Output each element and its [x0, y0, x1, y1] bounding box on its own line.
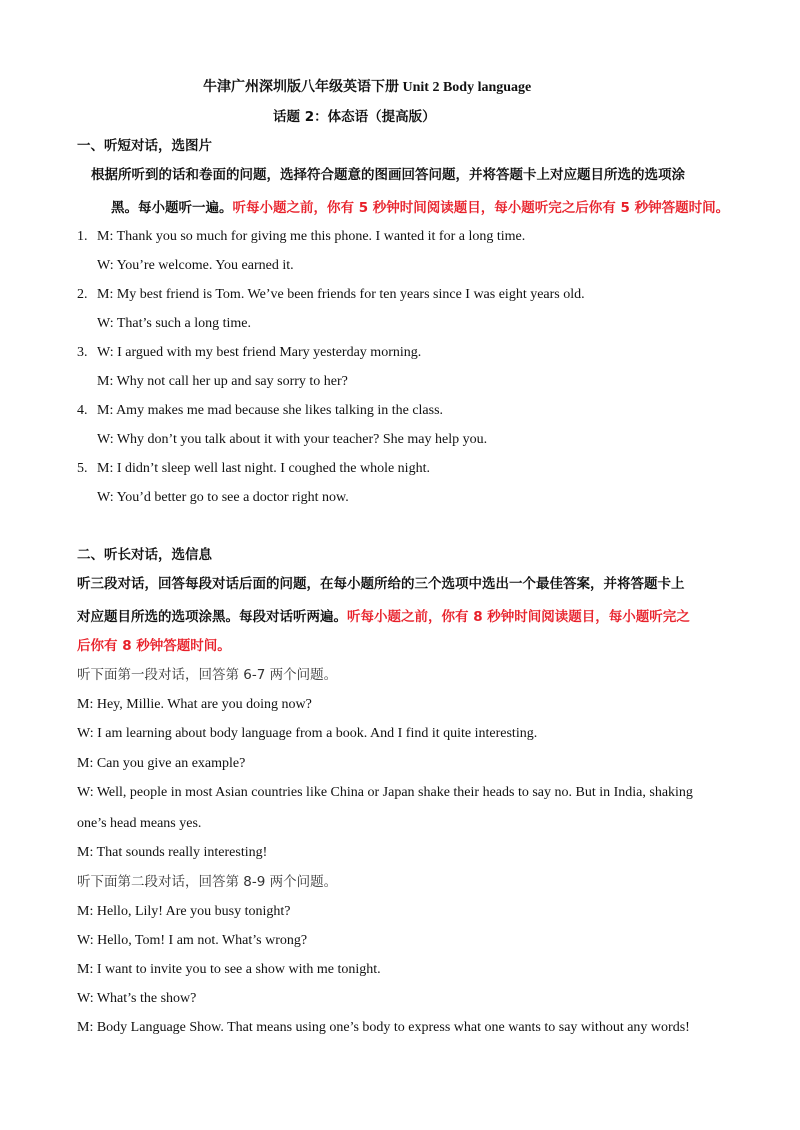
- item-dialogue: M: Amy makes me mad because she likes talking in the class.: [97, 403, 444, 418]
- section1-instruction-line1: 根据所听到的话和卷面的问题，选择符合题意的图画回答问题，并将答题卡上对应题目所选的选项涂: [91, 167, 685, 183]
- item-2-line2: W: That’s such a long time.: [97, 316, 251, 331]
- section2-heading: 二、听长对话，选信息: [77, 547, 212, 563]
- item-number: 1.: [77, 229, 88, 244]
- dialogue2-line: W: What’s the show?: [77, 991, 197, 1006]
- section2-instruction-black: 对应题目所选的选项涂黑。每段对话听两遍。: [77, 609, 347, 625]
- item-number: 3.: [77, 345, 88, 360]
- item-number: 4.: [77, 403, 88, 418]
- item-number: 2.: [77, 287, 88, 302]
- dialogue1-line: M: That sounds really interesting!: [77, 845, 268, 860]
- item-1-line1: [77, 228, 525, 246]
- section2-instruction-line2: [77, 608, 690, 626]
- section1-instruction-line2: [111, 199, 729, 217]
- dialogue1-line: W: Well, people in most Asian countries like China or Japan shake their heads to say no. But in India, shaking: [77, 785, 693, 800]
- item-4-line1: [77, 402, 443, 420]
- dialogue1-line: W: I am learning about body language from a book. And I find it quite interesting.: [77, 726, 538, 741]
- dialogue2-line: M: Hello, Lily! Are you busy tonight?: [77, 904, 291, 919]
- section1-instruction-black: 黑。每小题听一遍。: [111, 200, 233, 216]
- item-dialogue: W: I argued with my best friend Mary yesterday morning.: [97, 345, 422, 360]
- item-5-line2: W: You’d better go to see a doctor right now.: [97, 490, 349, 505]
- section1-instruction-red: 听每小题之前，你有 5 秒钟时间阅读题目，每小题听完之后你有 5 秒钟答题时间。: [232, 200, 730, 216]
- dialogue2-intro: 听下面第二段对话，回答第 8-9 两个问题。: [77, 874, 338, 890]
- item-dialogue: M: My best friend is Tom. We’ve been friends for ten years since I was eight years old.: [97, 287, 585, 302]
- document-subtitle: 话题 2：体态语（提高版）: [273, 109, 436, 125]
- section2-instruction-red: 听每小题之前，你有 8 秒钟时间阅读题目，每小题听完之: [347, 609, 690, 625]
- dialogue1-line: M: Can you give an example?: [77, 756, 246, 771]
- section2-instruction-line3: 后你有 8 秒钟答题时间。: [77, 638, 231, 654]
- dialogue2-line: M: Body Language Show. That means using one’s body to express what one wants to say without any words!: [77, 1020, 690, 1035]
- dialogue1-line: one’s head means yes.: [77, 816, 202, 831]
- item-number: 5.: [77, 461, 88, 476]
- section2-instruction-line1: 听三段对话，回答每段对话后面的问题，在每小题所给的三个选项中选出一个最佳答案，并将答题卡上: [77, 576, 685, 592]
- dialogue1-intro: 听下面第一段对话，回答第 6-7 两个问题。: [77, 667, 338, 683]
- dialogue2-line: W: Hello, Tom! I am not. What’s wrong?: [77, 933, 308, 948]
- item-5-line1: [77, 460, 430, 478]
- dialogue2-line: M: I want to invite you to see a show with me tonight.: [77, 962, 381, 977]
- item-2-line1: [77, 286, 585, 304]
- dialogue1-line: M: Hey, Millie. What are you doing now?: [77, 697, 312, 712]
- item-3-line2: M: Why not call her up and say sorry to her?: [97, 374, 348, 389]
- item-1-line2: W: You’re welcome. You earned it.: [97, 258, 294, 273]
- item-dialogue: M: Thank you so much for giving me this phone. I wanted it for a long time.: [97, 229, 526, 244]
- document-title: 牛津广州深圳版八年级英语下册 Unit 2 Body language: [203, 80, 532, 95]
- section1-heading: 一、听短对话，选图片: [77, 138, 212, 154]
- item-3-line1: [77, 344, 421, 362]
- item-4-line2: W: Why don’t you talk about it with your teacher? She may help you.: [97, 432, 488, 447]
- item-dialogue: M: I didn’t sleep well last night. I coughed the whole night.: [97, 461, 430, 476]
